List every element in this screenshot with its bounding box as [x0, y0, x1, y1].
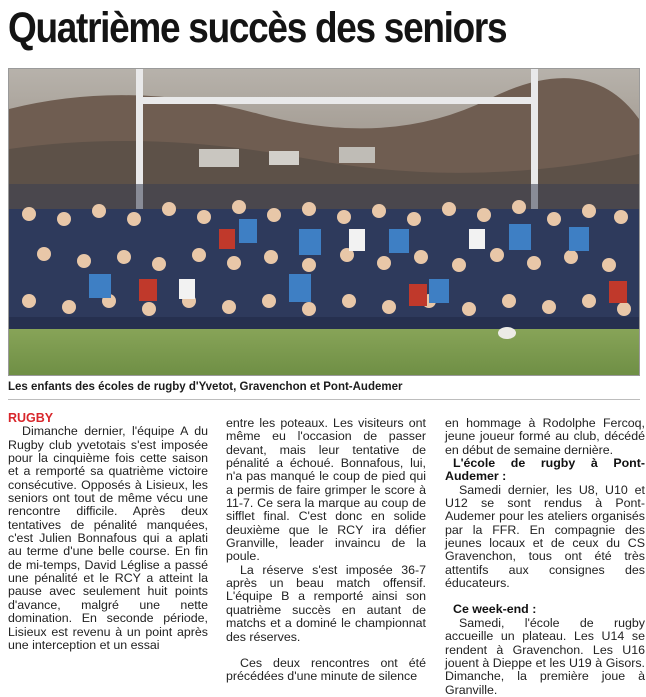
paragraph: Samedi dernier, les U8, U10 et U12 se sont rendus à Pont-Audemer pour les ateliers organisés par la FFR. En compagnie des jeunes locaux et de ceux du CS Gravenchon, tous ont été très attentifs aux consignes des éducateurs.: [445, 482, 645, 591]
subheading: Ce week-end :: [453, 602, 537, 617]
paragraph: Dimanche dernier, l'équipe A du Rugby club yvetotais s'est imposée pour la cinquième fois cette saison et a remporté sa quatrième victoire consécutive. Opposés à Lisieux, les seniors ont tout de même vécu une rencontre difficile. Après deux tentatives de pénalité manquées, c'est Julien Bonnafous qui a aplati au terme d'une belle course. En fin de mi-temps, David Léglise a passé une pénalité et le RCY a atteint la pause avec seulement huit points d'avance, malgré une nette domination. En seconde période, Lisieux est revenu à un point après une interception et un essai: [8, 424, 208, 652]
article-column-3: [445, 417, 645, 697]
article-column-1: [8, 412, 208, 652]
paragraph: Ces deux rencontres ont été précédées d'une minute de silence: [226, 655, 426, 684]
article-headline: Quatrième succès des seniors: [8, 4, 507, 52]
photo-caption: Les enfants des écoles de rugby d'Yvetot, Gravenchon et Pont-Audemer: [8, 381, 403, 393]
paragraph: La réserve s'est imposée 36-7 après un beau match offensif. L'équipe B a remporté ainsi son quatrième succès en autant de matchs et a dominé le championnat des réserves.: [226, 562, 426, 644]
paragraph: Samedi, l'école de rugby accueille un plateau. Les U14 se rendent à Gravenchon. Les U16 jouent à Dieppe et les U19 à Gisors. Dimanche, la première joue à Granville.: [445, 615, 645, 697]
caption-divider: [8, 399, 640, 400]
team-photo: [8, 68, 640, 376]
article-column-2: [226, 417, 426, 684]
paragraph: en hommage à Rodolphe Fercoq, jeune joueur formé au club, décédé en début de semaine dernière.: [445, 416, 645, 457]
subheading: L'école de rugby à Pont-Audemer :: [445, 456, 645, 484]
section-label: RUGBY: [8, 411, 54, 425]
paragraph: entre les poteaux. Les visiteurs ont même eu l'occasion de passer devant, mais leur tentative de pénalité a échoué. Bonnafous, lui, n'a pas manqué le coup de pied qui a permis de faire grimper le score à 11-7. Ce sera la marque au coup de sifflet final. C'est donc en solide deuxième que le RCY ira défier Granville, leader invaincu de la poule.: [226, 416, 426, 564]
